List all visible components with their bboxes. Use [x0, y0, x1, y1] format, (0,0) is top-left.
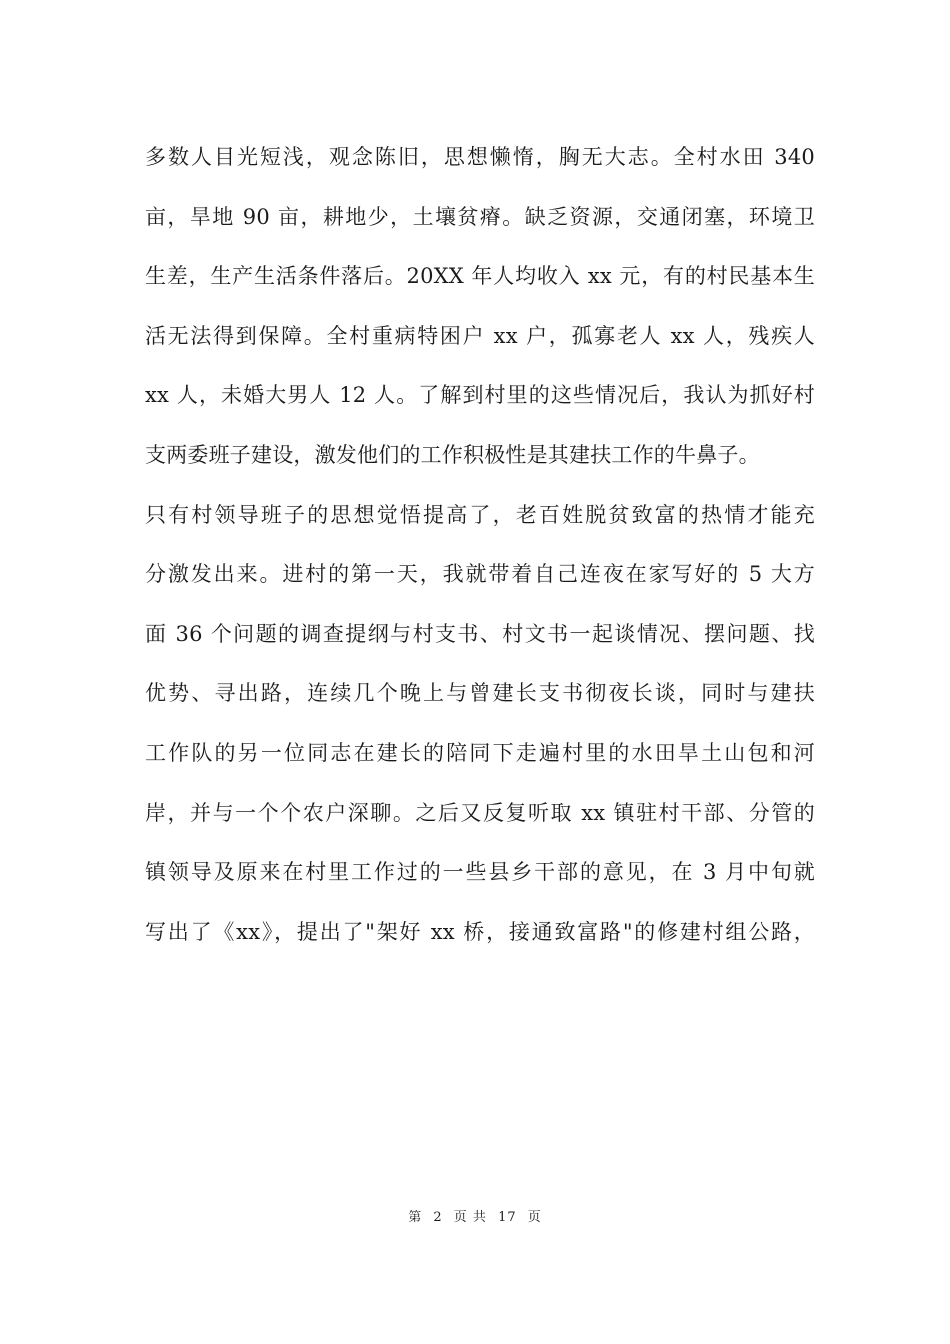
- text-line: 优势、寻出路，连续几个晚上与曾建长支书彻夜长谈，同时与建扶: [145, 681, 815, 706]
- text-line: 活无法得到保障。全村重病特困户 xx 户，孤寡老人 xx 人，残疾人: [145, 323, 815, 348]
- text-line: 分激发出来。进村的第一天，我就带着自己连夜在家写好的 5 大方: [145, 562, 815, 587]
- text-line: 岸，并与一个个农户深聊。之后又反复听取 xx 镇驻村干部、分管的: [145, 800, 815, 825]
- text-line: 亩，旱地 90 亩，耕地少，土壤贫瘠。缺乏资源，交通闭塞，环境卫: [145, 204, 815, 229]
- text-line: 镇领导及原来在村里工作过的一些县乡干部的意见，在 3 月中旬就: [145, 860, 815, 885]
- text-line: 多数人目光短浅，观念陈旧，思想懒惰，胸无大志。全村水田 340: [145, 145, 815, 169]
- text-line: 面 36 个问题的调查提纲与村支书、村文书一起谈情况、摆问题、找: [145, 621, 815, 646]
- text-line: 工作队的另一位同志在建长的陪同下走遍村里的水田旱土山包和河: [145, 740, 815, 765]
- footer-suffix: 页: [527, 1210, 542, 1225]
- footer-middle: 页 共: [453, 1210, 487, 1225]
- text-line: 支两委班子建设，激发他们的工作积极性是其建扶工作的牛鼻子。: [145, 442, 760, 467]
- text-line: 只有村领导班子的思想觉悟提高了，老百姓脱贫致富的热情才能充: [145, 502, 815, 527]
- footer-page-number: 2: [433, 1210, 443, 1225]
- text-line: 生差，生产生活条件落后。20XX 年人均收入 xx 元，有的村民基本生: [145, 264, 815, 289]
- footer-total-pages: 17: [498, 1210, 517, 1225]
- page-footer: [0, 1209, 950, 1227]
- body-text: [145, 132, 815, 966]
- text-line: xx 人，未婚大男人 12 人。了解到村里的这些情况后，我认为抓好村: [145, 383, 815, 408]
- footer-prefix: 第: [408, 1210, 423, 1225]
- text-line: 写出了《xx》，提出了"架好 xx 桥，接通致富路"的修建村组公路，: [145, 919, 815, 944]
